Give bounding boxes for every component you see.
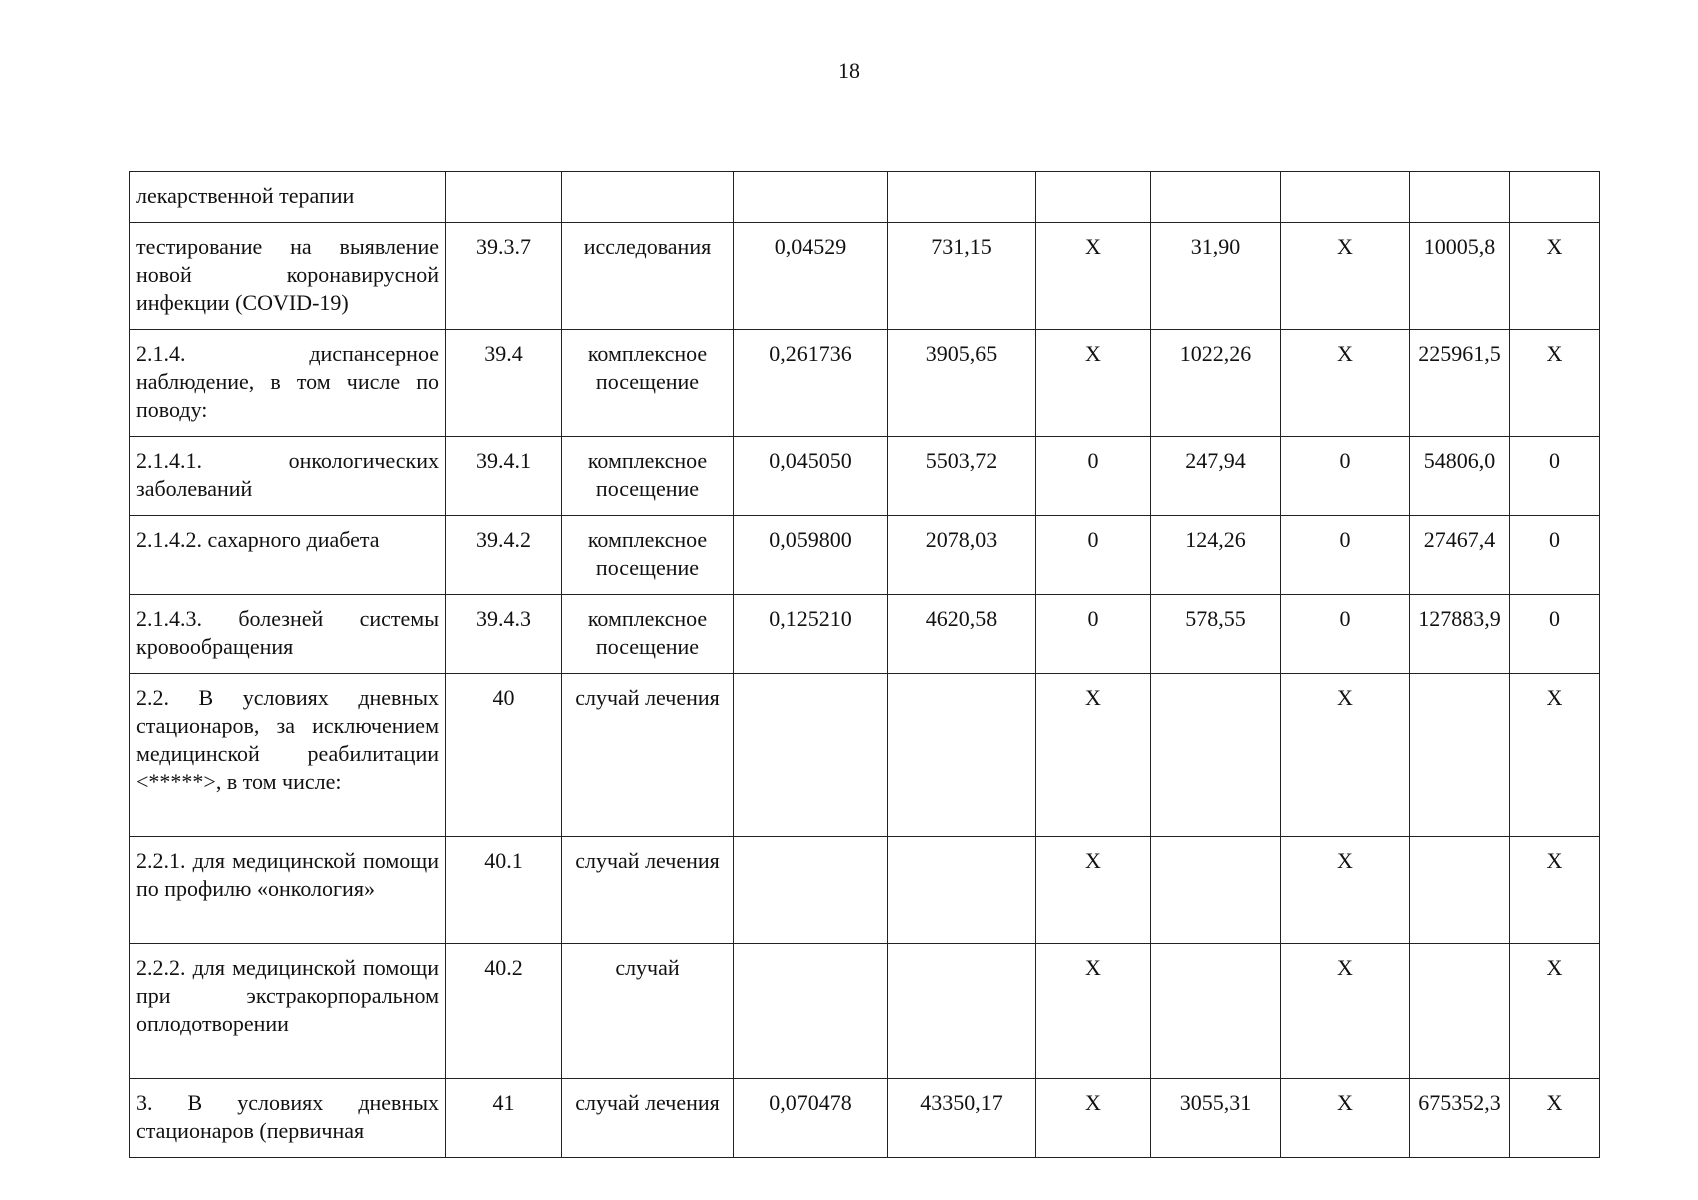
row-name-cell: 2.2. В условиях дневных стационаров, за исключением медицинской реабилитации <*****>, в том числе: bbox=[130, 674, 446, 837]
row-value-cell: 31,90 bbox=[1151, 223, 1281, 330]
row-value-cell bbox=[734, 674, 888, 837]
row-value-cell: 1022,26 bbox=[1151, 330, 1281, 437]
table-row bbox=[130, 1079, 1600, 1158]
table-row bbox=[130, 330, 1600, 437]
table-row bbox=[130, 172, 1600, 223]
row-value-cell: 0 bbox=[1281, 595, 1410, 674]
row-value-cell: 0,059800 bbox=[734, 516, 888, 595]
row-value-cell bbox=[734, 837, 888, 944]
row-value-cell: X bbox=[1036, 1079, 1151, 1158]
row-value-cell bbox=[1151, 944, 1281, 1079]
row-value-cell: X bbox=[1036, 674, 1151, 837]
row-value-cell: 578,55 bbox=[1151, 595, 1281, 674]
row-name-cell: тестирование на выявление новой коронавирусной инфекции (COVID-19) bbox=[130, 223, 446, 330]
row-value-cell bbox=[1410, 674, 1510, 837]
row-value-cell: 0 bbox=[1510, 595, 1600, 674]
row-value-cell: X bbox=[1036, 944, 1151, 1079]
row-value-cell: X bbox=[1510, 223, 1600, 330]
row-value-cell: X bbox=[1510, 944, 1600, 1079]
row-value-cell: 247,94 bbox=[1151, 437, 1281, 516]
row-value-cell: 0 bbox=[1281, 516, 1410, 595]
row-value-cell: X bbox=[1281, 330, 1410, 437]
row-value-cell bbox=[888, 674, 1036, 837]
row-value-cell bbox=[888, 837, 1036, 944]
table-row bbox=[130, 837, 1600, 944]
row-value-cell: X bbox=[1281, 674, 1410, 837]
row-code-cell: 39.4.1 bbox=[446, 437, 562, 516]
row-name-cell: 2.2.1. для медицинской помощи по профилю «онкология» bbox=[130, 837, 446, 944]
row-unit-cell: случай лечения bbox=[562, 837, 734, 944]
row-value-cell: 225961,5 bbox=[1410, 330, 1510, 437]
row-unit-cell: случай лечения bbox=[562, 1079, 734, 1158]
row-unit-cell: комплексное посещение bbox=[562, 437, 734, 516]
row-value-cell: X bbox=[1510, 330, 1600, 437]
row-value-cell: 675352,3 bbox=[1410, 1079, 1510, 1158]
row-value-cell: 0 bbox=[1036, 516, 1151, 595]
table-row bbox=[130, 223, 1600, 330]
row-value-cell: X bbox=[1036, 223, 1151, 330]
row-code-cell: 41 bbox=[446, 1079, 562, 1158]
row-value-cell bbox=[888, 172, 1036, 223]
row-unit-cell: случай лечения bbox=[562, 674, 734, 837]
row-value-cell bbox=[1151, 837, 1281, 944]
row-value-cell: X bbox=[1281, 1079, 1410, 1158]
row-value-cell: 731,15 bbox=[888, 223, 1036, 330]
row-name-cell: 2.1.4. диспансерное наблюдение, в том числе по поводу: bbox=[130, 330, 446, 437]
row-value-cell bbox=[1036, 172, 1151, 223]
row-value-cell: 0,04529 bbox=[734, 223, 888, 330]
row-value-cell: 0 bbox=[1036, 595, 1151, 674]
row-value-cell bbox=[1410, 172, 1510, 223]
row-value-cell: 0,045050 bbox=[734, 437, 888, 516]
row-code-cell: 40.2 bbox=[446, 944, 562, 1079]
row-unit-cell: комплексное посещение bbox=[562, 595, 734, 674]
row-value-cell: 0,125210 bbox=[734, 595, 888, 674]
row-unit-cell bbox=[562, 172, 734, 223]
row-name-cell: 2.1.4.3. болезней системы кровообращения bbox=[130, 595, 446, 674]
row-value-cell: 124,26 bbox=[1151, 516, 1281, 595]
row-value-cell: X bbox=[1510, 837, 1600, 944]
row-value-cell: X bbox=[1510, 1079, 1600, 1158]
table-row bbox=[130, 674, 1600, 837]
row-value-cell: 0 bbox=[1510, 437, 1600, 516]
row-code-cell: 40 bbox=[446, 674, 562, 837]
row-unit-cell: случай bbox=[562, 944, 734, 1079]
row-value-cell bbox=[734, 944, 888, 1079]
row-code-cell bbox=[446, 172, 562, 223]
row-value-cell: X bbox=[1036, 330, 1151, 437]
row-unit-cell: исследования bbox=[562, 223, 734, 330]
row-value-cell: 10005,8 bbox=[1410, 223, 1510, 330]
row-value-cell: X bbox=[1281, 944, 1410, 1079]
row-name-cell: 2.2.2. для медицинской помощи при экстракорпоральном оплодотворении bbox=[130, 944, 446, 1079]
row-value-cell bbox=[1410, 944, 1510, 1079]
row-value-cell bbox=[734, 172, 888, 223]
table-row bbox=[130, 516, 1600, 595]
row-code-cell: 39.4.2 bbox=[446, 516, 562, 595]
row-value-cell: X bbox=[1510, 674, 1600, 837]
table-row bbox=[130, 437, 1600, 516]
row-name-cell: лекарственной терапии bbox=[130, 172, 446, 223]
row-value-cell: 2078,03 bbox=[888, 516, 1036, 595]
row-value-cell bbox=[1151, 674, 1281, 837]
row-value-cell: 0,070478 bbox=[734, 1079, 888, 1158]
row-value-cell: 3055,31 bbox=[1151, 1079, 1281, 1158]
row-value-cell: 27467,4 bbox=[1410, 516, 1510, 595]
row-code-cell: 39.4.3 bbox=[446, 595, 562, 674]
row-value-cell: X bbox=[1281, 837, 1410, 944]
row-name-cell: 2.1.4.1. онкологических заболеваний bbox=[130, 437, 446, 516]
row-value-cell: 0 bbox=[1036, 437, 1151, 516]
row-value-cell: 0 bbox=[1281, 437, 1410, 516]
row-value-cell bbox=[1151, 172, 1281, 223]
row-value-cell: 4620,58 bbox=[888, 595, 1036, 674]
row-code-cell: 39.4 bbox=[446, 330, 562, 437]
row-name-cell: 3. В условиях дневных стационаров (первичная bbox=[130, 1079, 446, 1158]
row-code-cell: 40.1 bbox=[446, 837, 562, 944]
row-value-cell: 54806,0 bbox=[1410, 437, 1510, 516]
row-value-cell: 43350,17 bbox=[888, 1079, 1036, 1158]
row-value-cell bbox=[1281, 172, 1410, 223]
row-value-cell: 0,261736 bbox=[734, 330, 888, 437]
row-value-cell: X bbox=[1281, 223, 1410, 330]
row-code-cell: 39.3.7 bbox=[446, 223, 562, 330]
table-row bbox=[130, 595, 1600, 674]
row-value-cell bbox=[1510, 172, 1600, 223]
row-value-cell: X bbox=[1036, 837, 1151, 944]
row-value-cell bbox=[1410, 837, 1510, 944]
row-value-cell bbox=[888, 944, 1036, 1079]
table-row bbox=[130, 944, 1600, 1079]
data-table bbox=[129, 171, 1600, 1158]
row-value-cell: 127883,9 bbox=[1410, 595, 1510, 674]
row-value-cell: 3905,65 bbox=[888, 330, 1036, 437]
row-value-cell: 0 bbox=[1510, 516, 1600, 595]
row-unit-cell: комплексное посещение bbox=[562, 516, 734, 595]
page-number: 18 bbox=[838, 58, 860, 83]
row-value-cell: 5503,72 bbox=[888, 437, 1036, 516]
row-name-cell: 2.1.4.2. сахарного диабета bbox=[130, 516, 446, 595]
row-unit-cell: комплексное посещение bbox=[562, 330, 734, 437]
